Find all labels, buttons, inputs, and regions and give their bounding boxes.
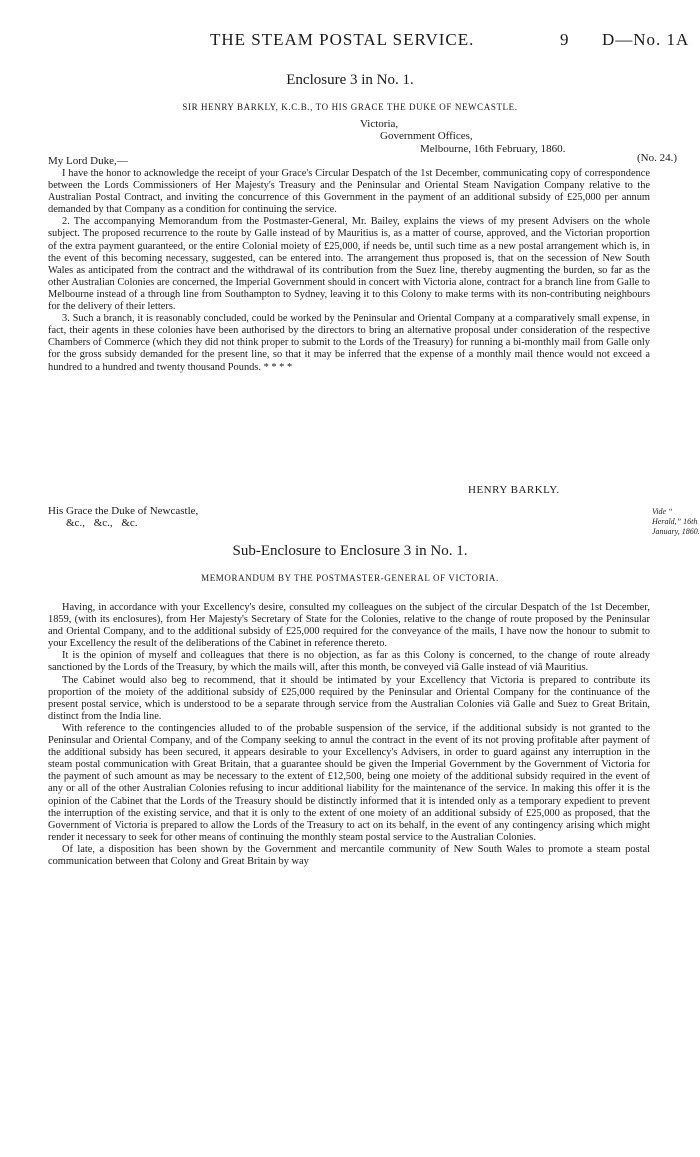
letter-body (48, 168, 650, 374)
running-head (0, 30, 700, 52)
paragraph: Having, in accordance with your Excellency's desire, consulted my colleagues on the subject of the circular Despatch of the 1st December, 1859, (with its enclosures), from Her Majesty's Secretary of State for the Colonies, relative to the change of route proposed by the Peninsular and Oriental Company, and to the additional subsidy of £25,000 required for the conveyance of the mails, I have now the honour to submit to your Excellency the result of the deliberations of the Cabinet in reference thereto. (48, 602, 650, 650)
address-line: Victoria, (360, 118, 399, 130)
signature: HENRY BARKLY. (468, 484, 560, 496)
address-line: Government Offices, (380, 130, 473, 142)
margin-number: (No. 24.) (637, 152, 678, 164)
address-line: Melbourne, 16th February, 1860. (420, 143, 566, 155)
addressee: His Grace the Duke of Newcastle, (48, 505, 199, 517)
document-reference: D—No. 1A (602, 30, 690, 49)
enclosure-subtitle: SIR HENRY BARKLY, K.C.B., TO HIS GRACE THE DUKE OF NEWCASTLE. (182, 102, 518, 112)
paragraph: 2. The accompanying Memorandum from the Postmaster-General, Mr. Bailey, explains the views of my present Advisers on the whole subject. The proposed recurrence to the route by Galle instead of by Mauritius is, as a matter of course, approved, and the Victorian proportion of the extra payment guaranteed, or the entire Colonial moiety of £25,000, if needs be, until such time as a new postal arrangement which is, in the event of this becoming necessary, suggested, can be entered into. The arrangement thus proposed is, that on the secession of New South Wales as anticipated from the contract and the withdrawal of its contribution from the Suez line, thereby augmenting the burden, so far as the other Australian Colonies are concerned, the Imperial Government should in concert with Victoria alone, contract for a branch line from Galle to Melbourne instead of a through line from Southampton to Sydney, leaving it to this Colony to make terms with its non-contributing neighbours for the delivery of their letters. (48, 216, 650, 313)
running-title: THE STEAM POSTAL SERVICE. (210, 30, 475, 49)
paragraph: It is the opinion of myself and colleagues that there is no objection, as far as this Colony is concerned, to the change of route already sanctioned by the Lords of the Treasury, by which the mails will, after this month, be conveyed viâ Galle instead of viâ Mauritius. (48, 650, 650, 674)
margin-note: Vide “ Herald,” 16th January, 1860. (652, 507, 700, 536)
page-number: 9 (560, 30, 570, 49)
salutation: My Lord Duke,— (48, 155, 128, 167)
paragraph: With reference to the contingencies alluded to of the probable suspension of the service, if the additional subsidy is not granted to the Peninsular and Oriental Company, and of the Company seeking to annul the contract in the event of its not proving profitable after payment of the additional subsidy has been secured, it appears desirable to your Excellency's Advisers, in order to guard against any interruption in the steam postal communication with Great Britain, that a guarantee should be given the Imperial Government by the Government of Victoria for the payment of such amount as may be necessary to the extent of £12,500, being one moiety of the additional subsidy required in the event of any or all of the other Australian Colonies refusing to incur additional liability for the maintenance of the service. In making this offer it is the opinion of the Cabinet that the Lords of the Treasury should be distinctly informed that it is intended only as a temporary expedient to prevent the interruption of the existing service, and that it is only to the extent of one moiety of an additional subsidy of £25,000 as proposed, that the Government of Victoria is prepared to allow the Lords of the Treasury to act on its behalf, in the event of any contingency arising which might render it necessary to seek for other means of continuing the monthly steam postal service to the Australian Colonies. (48, 722, 650, 843)
memorandum-heading: MEMORANDUM BY THE POSTMASTER-GENERAL OF VICTORIA. (201, 573, 499, 583)
paragraph: The Cabinet would also beg to recommend, that it should be intimated by your Excellency that Victoria is prepared to contribute its proportion of the moiety of the additional subsidy of £25,000 required by the Peninsular and Oriental Company for the continuance of the present postal service, which is understood to be a separate through service from the Australian Colonies viâ Galle and Suez to Great Britain, distinct from the India line. (48, 674, 650, 722)
addressee-etc: &c., &c., &c. (66, 517, 138, 529)
memorandum-body (48, 602, 650, 868)
paragraph: I have the honor to acknowledge the receipt of your Grace's Circular Despatch of the 1st December, communicating copy of correspondence between the Lords Commissioners of Her Majesty's Treasury and the Peninsular and Oriental Steam Navigation Company relative to the Australian Postal Contract, and inviting the concurrence of this Government in the payment of an additional subsidy of £25,000 per annum demanded by that Company as a condition for continuing the service. (48, 168, 650, 216)
paragraph: 3. Such a branch, it is reasonably concluded, could be worked by the Peninsular and Oriental Company at a comparatively small expense, in fact, their agents in these colonies have been authorised by the directors to bring an alternative proposal under consideration of the respective Chambers of Commerce (which they did not think proper to submit to the Lords of the Treasury) for running a bi-monthly mail from Galle only for the gross subsidy demanded for the present line, so that it may be inferred that the expense of a monthly mail thence would not exceed a hundred to a hundred and twenty thousand Pounds. * * * * (48, 313, 650, 373)
sub-enclosure-title: Sub-Enclosure to Enclosure 3 in No. 1. (232, 543, 468, 559)
enclosure-title: Enclosure 3 in No. 1. (286, 72, 414, 88)
paragraph: Of late, a disposition has been shown by the Government and mercantile community of New South Wales to promote a steam postal communication between that Colony and Great Britain by way (48, 843, 650, 867)
